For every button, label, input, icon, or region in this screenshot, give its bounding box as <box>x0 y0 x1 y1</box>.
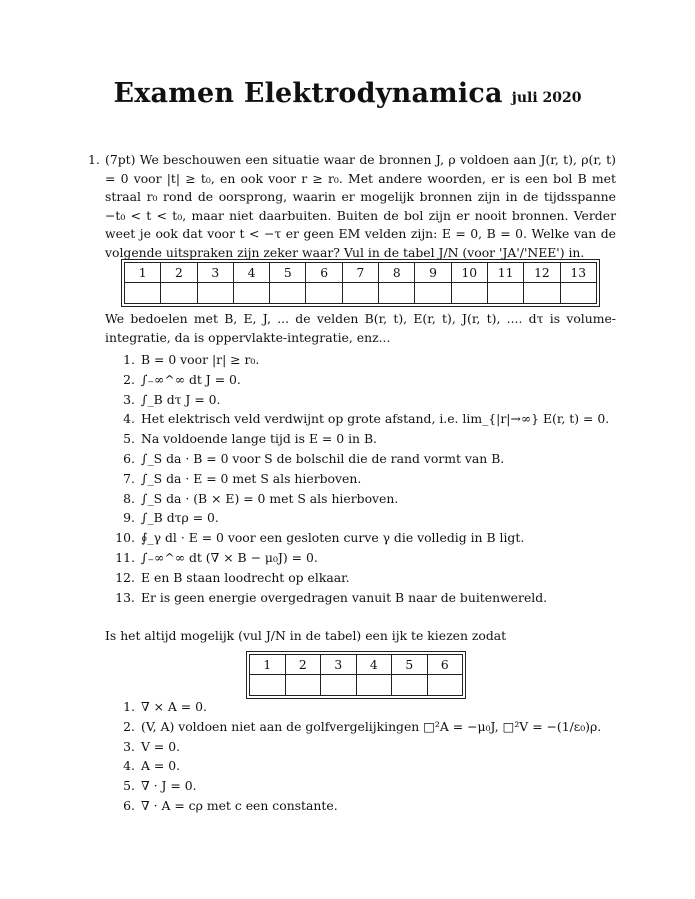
table1-answer-cell-6[interactable] <box>306 283 342 304</box>
gauge-statement-number: 6. <box>123 797 135 813</box>
statement-9 <box>113 508 609 528</box>
gauge-statement-number: 5. <box>123 778 135 794</box>
statement-2 <box>113 370 609 390</box>
statement-number: 3. <box>123 391 135 407</box>
statement-number: 11. <box>115 549 135 565</box>
exam-title-main: Examen Elektrodynamica <box>113 78 503 109</box>
table2-answer-cell-3[interactable] <box>321 675 357 696</box>
table1-answer-cell-8[interactable] <box>379 283 415 304</box>
gauge-statement-text: V = 0. <box>141 738 181 754</box>
statement-text: Het elektrisch veld verdwijnt op grote afstand, i.e. lim_{|r|→∞} E(r, t) = 0. <box>141 411 610 427</box>
statement-5 <box>113 429 609 449</box>
question-1-text: (7pt) We beschouwen een situatie waar de bronnen J, ρ voldoen aan J(r, t), ρ(r, t) = 0 voor |t| ≥ t₀, en ook voor r ≥ r₀. Met andere woorden, er is een bol B met straal r₀ rond de oorsprong, waarin er mogelijk bronnen zijn in de tijdsspanne −t₀ < t < t₀, maar niet daarbuiten. Buiten de bol zijn er nooit bronnen. Verder weet je ook dat voor t < −τ er geen EM velden zijn: E = 0, B = 0. Welke van de volgende uitspraken zijn zeker waar? Vul in de tabel J/N (voor 'JA'/'NEE') in. <box>105 152 616 260</box>
table1-header-12: 12 <box>524 263 560 283</box>
statement-number: 2. <box>123 371 135 387</box>
table1-answer-cell-13[interactable] <box>560 283 596 304</box>
statement-text: Er is geen energie overgedragen vanuit B naar de buitenwereld. <box>141 589 548 605</box>
table1-header-6: 6 <box>306 263 342 283</box>
table1-answer-cell-7[interactable] <box>342 283 378 304</box>
statement-text: ∮_γ dl · E = 0 voor een gesloten curve γ die volledig in B ligt. <box>141 530 525 546</box>
table2-answer-cell-5[interactable] <box>392 675 428 696</box>
gauge-statement-4 <box>113 756 601 776</box>
statement-number: 4. <box>123 411 135 427</box>
table1-header-5: 5 <box>270 263 306 283</box>
gauge-statement-3 <box>113 737 601 757</box>
gauge-statement-text: ∇ × A = 0. <box>141 699 207 714</box>
table1-answer-cell-2[interactable] <box>161 283 197 304</box>
statement-4 <box>113 409 609 429</box>
table1-header-4: 4 <box>233 263 269 283</box>
statement-text: Na voldoende lange tijd is E = 0 in B. <box>141 431 377 447</box>
statement-1 <box>113 350 609 370</box>
statement-text: ∫₋∞^∞ dt J = 0. <box>141 371 241 387</box>
table1-header-7: 7 <box>342 263 378 283</box>
statement-number: 9. <box>123 510 135 526</box>
statement-number: 7. <box>123 470 135 486</box>
table1-answer-cell-5[interactable] <box>270 283 306 304</box>
statement-text: ∫_S da · B = 0 voor S de bolschil die de rand vormt van B. <box>141 450 505 466</box>
table2-answer-cell-1[interactable] <box>250 675 286 696</box>
statement-text: E en B staan loodrecht op elkaar. <box>141 569 350 585</box>
gauge-statement-number: 4. <box>123 758 135 774</box>
answer-table-1 <box>121 259 600 307</box>
statement-text: ∫₋∞^∞ dt (∇ × B − μ₀J) = 0. <box>141 549 318 565</box>
question-1-intro <box>88 151 616 262</box>
gauge-statement-5 <box>113 776 601 796</box>
gauge-statement-text: A = 0. <box>141 758 181 774</box>
gauge-statement-2 <box>113 717 601 737</box>
table1-header-2: 2 <box>161 263 197 283</box>
statement-list <box>113 350 609 607</box>
statement-number: 1. <box>123 352 135 367</box>
table1-answer-cell-4[interactable] <box>233 283 269 304</box>
gauge-statement-text: ∇ · J = 0. <box>141 778 197 794</box>
table1-answer-cell-9[interactable] <box>415 283 451 304</box>
table1-header-9: 9 <box>415 263 451 283</box>
table1-header-11: 11 <box>487 263 523 283</box>
gauge-statement-number: 3. <box>123 738 135 754</box>
statement-text: ∫_S da · (B × E) = 0 met S als hierboven. <box>141 490 399 506</box>
statement-13 <box>113 588 609 608</box>
table2-header-2: 2 <box>285 655 321 675</box>
statement-text: ∫_S da · E = 0 met S als hierboven. <box>141 470 362 486</box>
table2-header-1: 1 <box>250 655 286 675</box>
statement-text: B = 0 voor |r| ≥ r₀. <box>141 352 260 367</box>
table1-header-1: 1 <box>125 263 161 283</box>
table2-answer-cell-6[interactable] <box>427 675 463 696</box>
statement-3 <box>113 390 609 410</box>
table1-answer-cell-1[interactable] <box>125 283 161 304</box>
statement-7 <box>113 469 609 489</box>
question-number: 1. <box>88 152 100 167</box>
statement-6 <box>113 449 609 469</box>
statement-8 <box>113 489 609 509</box>
statement-text: ∫_B dτρ = 0. <box>141 510 219 526</box>
exam-title <box>0 78 695 109</box>
gauge-statement-list <box>113 697 601 816</box>
gauge-statement-number: 2. <box>123 718 135 734</box>
exam-date: juli 2020 <box>511 90 582 106</box>
gauge-statement-number: 1. <box>123 699 135 714</box>
table1-header-13: 13 <box>560 263 596 283</box>
statement-11 <box>113 548 609 568</box>
table1-header-10: 10 <box>451 263 487 283</box>
table1-answer-cell-12[interactable] <box>524 283 560 304</box>
table2-answer-cell-4[interactable] <box>356 675 392 696</box>
table1-header-8: 8 <box>379 263 415 283</box>
table2-header-3: 3 <box>321 655 357 675</box>
statement-12 <box>113 568 609 588</box>
gauge-statement-6 <box>113 796 601 816</box>
statement-number: 13. <box>115 589 135 605</box>
table2-header-6: 6 <box>427 655 463 675</box>
definitions-paragraph: We bedoelen met B, E, J, ... de velden B(r, t), E(r, t), J(r, t), .... dτ is volume-integratie, da is oppervlakte-integratie, enz... <box>105 311 616 345</box>
table1-header-3: 3 <box>197 263 233 283</box>
statement-number: 5. <box>123 431 135 447</box>
statement-10 <box>113 528 609 548</box>
gauge-statement-text: (V, A) voldoen niet aan de golfvergelijkingen □²A = −μ₀J, □²V = −(1/ε₀)ρ. <box>141 718 602 734</box>
answer-table-2 <box>246 651 466 699</box>
statement-text: ∫_B dτ J = 0. <box>141 391 221 407</box>
statement-number: 12. <box>115 569 135 585</box>
gauge-question: Is het altijd mogelijk (vul J/N in de tabel) een ijk te kiezen zodat <box>105 628 507 643</box>
statement-number: 8. <box>123 490 135 506</box>
table1-answer-cell-10[interactable] <box>451 283 487 304</box>
statement-number: 10. <box>115 530 135 546</box>
gauge-statement-1 <box>113 697 601 717</box>
table2-header-5: 5 <box>392 655 428 675</box>
table1-answer-cell-11[interactable] <box>487 283 523 304</box>
gauge-statement-text: ∇ · A = cρ met c een constante. <box>141 797 338 813</box>
table2-answer-cell-2[interactable] <box>285 675 321 696</box>
statement-number: 6. <box>123 450 135 466</box>
table2-header-4: 4 <box>356 655 392 675</box>
table1-answer-cell-3[interactable] <box>197 283 233 304</box>
